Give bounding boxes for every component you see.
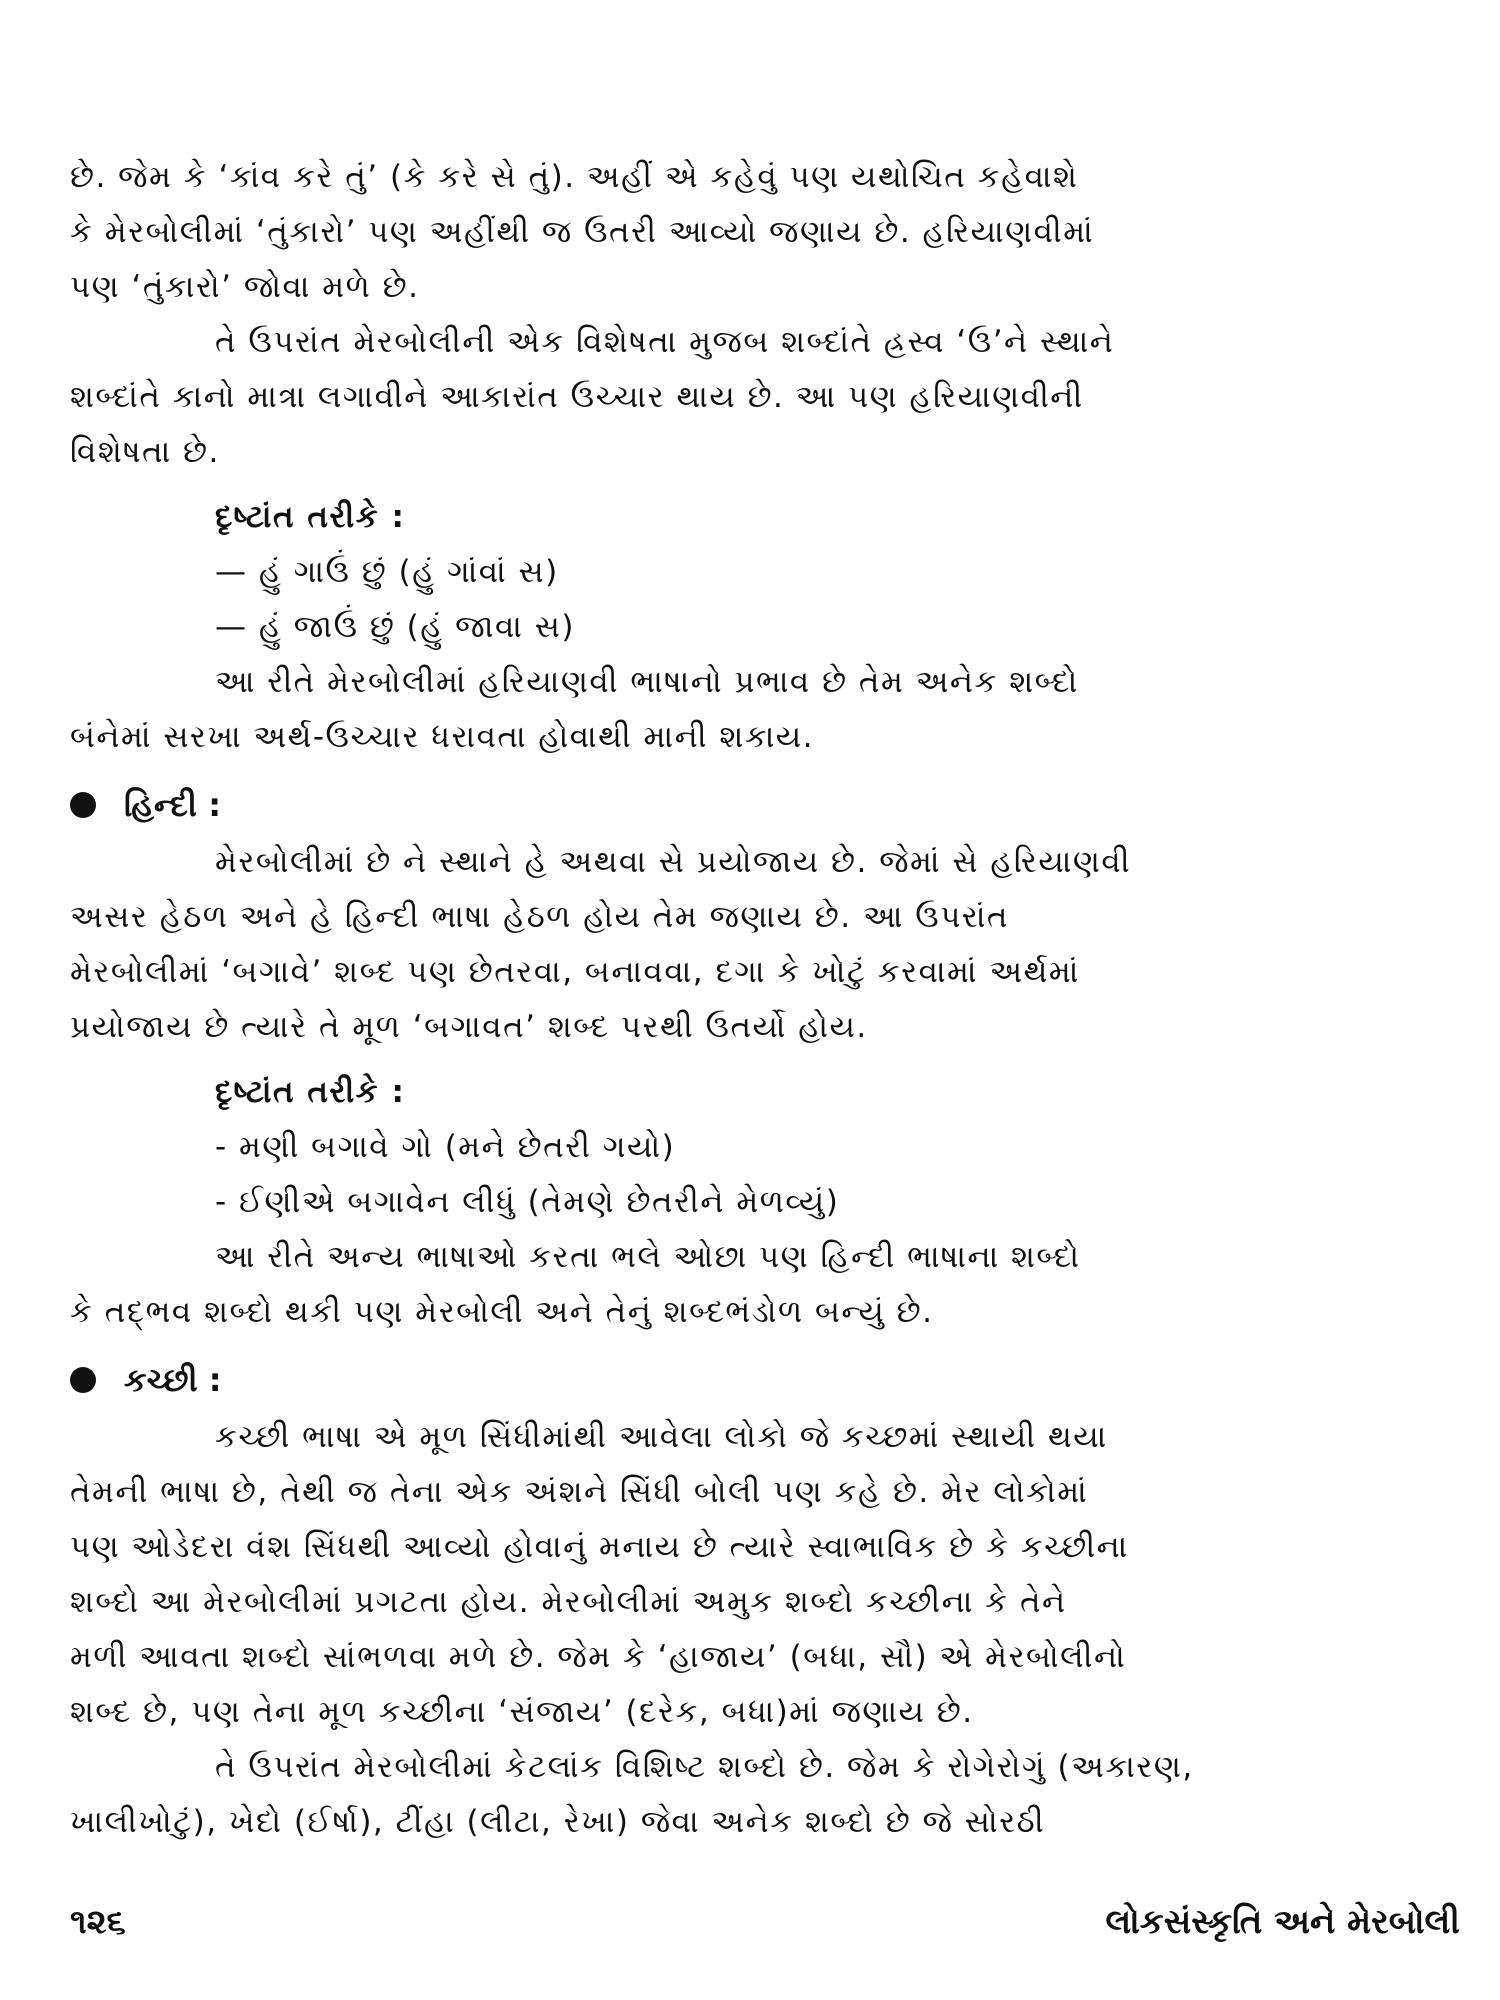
bullet-icon bbox=[70, 1367, 96, 1393]
text-line: આ રીતે અન્ય ભાષાઓ કરતા ભલે ઓછા પણ હિન્દી ભાષાના શબ્દો bbox=[215, 1239, 1081, 1275]
text-line: પણ ઓડેદરા વંશ સિંધથી આવ્યો હોવાનું મનાય છે ત્યારે સ્વાભાવિક છે કે કચ્છીના bbox=[70, 1529, 1129, 1565]
example-heading: દૃષ્ટાંત તરીકે : bbox=[215, 499, 406, 535]
text-line: કચ્છી ભાષા એ મૂળ સિંધીમાંથી આવેલા લોકો જે કચ્છમાં સ્થાયી થયા bbox=[215, 1419, 1108, 1455]
text-line: પ્રયોજાય છે ત્યારે તે મૂળ ‘બગાવત’ શબ્દ પરથી ઉતર્યો હોય. bbox=[70, 1009, 868, 1045]
text-line: તે ઉપરાંત મેરબોલીમાં કેટલાંક વિશિષ્ટ શબ્દો છે. જેમ કે રોગેરોગું (અકારણ, bbox=[215, 1749, 1194, 1785]
text-line: શબ્દાંતે કાનો માત્રા લગાવીને આકારાંત ઉચ્ચાર થાય છે. આ પણ હરિયાણવીની bbox=[70, 379, 1084, 415]
text-line: તેમની ભાષા છે, તેથી જ તેના એક અંશને સિંધી બોલી પણ કહે છે. મેર લોકોમાં bbox=[70, 1474, 1089, 1510]
example-item: — હું જાઉં છું (હું જાવા સ) bbox=[215, 609, 575, 645]
page-number: ૧૨૬ bbox=[70, 1902, 126, 1942]
paragraph bbox=[70, 1230, 1460, 1340]
text-line: મેરબોલીમાં ‘બગાવે’ શબ્દ પણ છેતરવા, બનાવવા, દગા કે ખોટું કરવામાં અર્થમાં bbox=[70, 954, 1080, 990]
paragraph bbox=[70, 1410, 1460, 1740]
example-item: - ઈણીએ બગાવેન લીધું (તેમણે છેતરીને મેળવ્યું) bbox=[215, 1184, 840, 1220]
paragraph bbox=[70, 835, 1460, 1055]
paragraph bbox=[70, 150, 1460, 315]
example-heading: દૃષ્ટાંત તરીકે : bbox=[215, 1074, 406, 1110]
section-heading-hindi bbox=[70, 775, 1460, 835]
example-block bbox=[70, 1065, 1460, 1230]
paragraph bbox=[70, 1740, 1460, 1850]
example-item: - મણી બગાવે ગો (મને છેતરી ગયો) bbox=[215, 1129, 676, 1165]
text-line: તે ઉપરાંત મેરબોલીની એક વિશેષતા મુજબ શબ્દાંતે હ્રસ્વ ‘ઉ’ને સ્થાને bbox=[215, 324, 1115, 360]
text-line: છે. જેમ કે ‘કાંવ કરે તું’ (કે કરે સે તું). અહીં એ કહેવું પણ યથોચિત કહેવાશે bbox=[70, 159, 1079, 195]
text-line: બંનેમાં સરખા અર્થ-ઉચ્ચાર ધરાવતા હોવાથી માની શકાય. bbox=[70, 719, 815, 755]
example-block bbox=[70, 490, 1460, 655]
page-footer bbox=[70, 1902, 1460, 1942]
text-line: વિશેષતા છે. bbox=[70, 434, 220, 470]
text-line: મેરબોલીમાં છે ને સ્થાને હે અથવા સે પ્રયોજાય છે. જેમાં સે હરિયાણવી bbox=[215, 844, 1132, 880]
text-line: મળી આવતા શબ્દો સાંભળવા મળે છે. જેમ કે ‘હાજાય’ (બધા, સૌ) એ મેરબોલીનો bbox=[70, 1639, 1127, 1675]
page-body bbox=[70, 150, 1460, 1850]
book-title: લોકસંસ્કૃતિ અને મેરબોલી bbox=[1105, 1902, 1460, 1942]
text-line: કે મેરબોલીમાં ‘તુંકારો’ પણ અહીંથી જ ઉતરી આવ્યો જણાય છે. હરિયાણવીમાં bbox=[70, 214, 1095, 250]
text-line: અસર હેઠળ અને હે હિન્દી ભાષા હેઠળ હોય તેમ જણાય છે. આ ઉપરાંત bbox=[70, 899, 1009, 935]
text-line: આ રીતે મેરબોલીમાં હરિયાણવી ભાષાનો પ્રભાવ છે તેમ અનેક શબ્દો bbox=[215, 664, 1079, 700]
bullet-icon bbox=[70, 792, 96, 818]
text-line: શબ્દ છે, પણ તેના મૂળ કચ્છીના ‘સંજાય’ (દરેક, બધા)માં જણાય છે. bbox=[70, 1694, 974, 1730]
example-item: — હું ગાઉં છું (હું ગાંવાં સ) bbox=[215, 554, 559, 590]
text-line: શબ્દો આ મેરબોલીમાં પ્રગટતા હોય. મેરબોલીમાં અમુક શબ્દો કચ્છીના કે તેને bbox=[70, 1584, 1067, 1620]
text-line: પણ ‘તુંકારો’ જોવા મળે છે. bbox=[70, 269, 420, 305]
section-title: હિન્દી : bbox=[124, 786, 221, 824]
text-line: ખાલીખોટું), ખેદો (ઈર્ષા), ટીંહા (લીટા, રેખા) જેવા અનેક શબ્દો છે જે સોરઠી bbox=[70, 1804, 1046, 1840]
paragraph bbox=[70, 655, 1460, 765]
text-line: કે તદ્ભવ શબ્દો થકી પણ મેરબોલી અને તેનું શબ્દભંડોળ બન્યું છે. bbox=[70, 1294, 934, 1330]
section-heading-kutchi bbox=[70, 1350, 1460, 1410]
section-title: કચ્છી : bbox=[124, 1361, 222, 1399]
paragraph bbox=[70, 315, 1460, 480]
